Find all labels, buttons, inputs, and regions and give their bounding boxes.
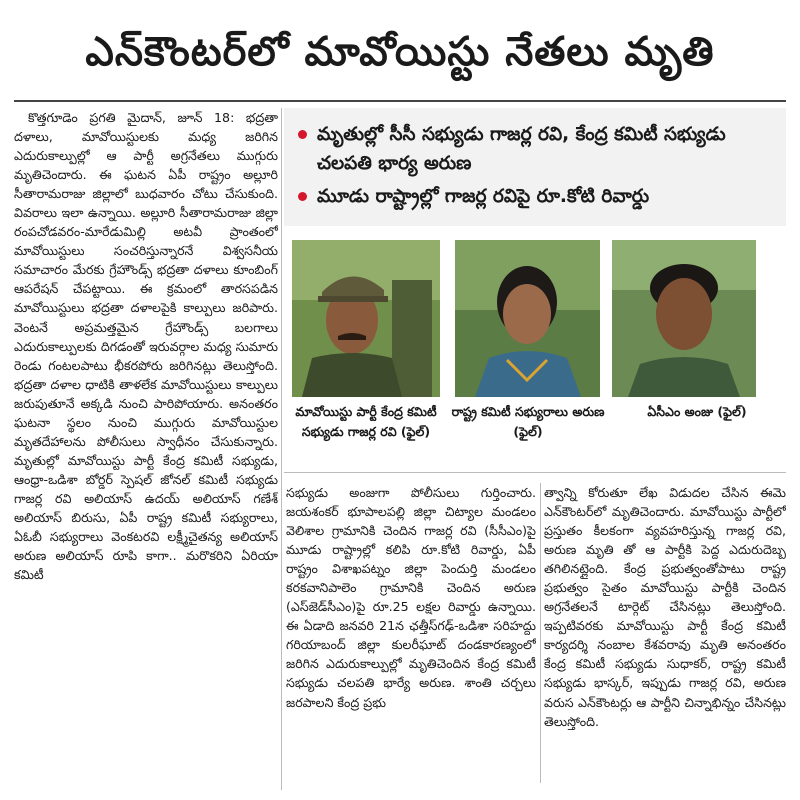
headline: ఎన్‌కౌంటర్‌లో మావోయిస్టు నేతలు మృతి [85, 29, 715, 75]
article-text-1: కొత్తగూడెం ప్రగతి మైదాన్, జూన్ 18: భద్రతా దళాలు, మావోయిస్టులకు మధ్య జరిగిన ఎదురుకాల్పుల్లో ఆ పార్టీ అగ్రనేతలు ముగ్గురు మృతిచెందారు. ఈ ఘటన ఏపీ రాష్ట్రం అల్లూరి సీతారామరాజు జిల్లాలో బుధవారం చోటు చేసుకుంది. వివరాలు ఇలా ఉన్నాయి. అల్లూరి సీతారామరాజు జిల్లా రంపచోడవరం-మారేడుమిల్లి అటవీ ప్రాంతంలో మావోయిస్టులు సంచరిస్తున్నారనే విశ్వసనీయ సమాచారం మేరకు గ్రేహౌండ్స్ భద్రతా దళాలు కూంబింగ్ ఆపరేషన్ చేపట్టాయి. ఈ క్రమంలో తారసపడిన మావోయిస్టులు భద్రతా దళాలపైకి కాల్పులు జరిపారు. వెంటనే అప్రమత్తమైన గ్రేహౌండ్స్ బలగాలు ఎదురుకాల్పులకు దిగడంతో ఇరువర్గాల మధ్య సుమారు రెండు గంటలపాటు భీకరపోరు జరిగినట్లు తెలుస్తోంది. భద్రతా దళాల ధాటికి తాళలేక మావోయిస్టులు కాల్పులు జరుపుతూనే అక్కడి నుంచి పారిపోయారు. అనంతరం ఘటనా స్థలం నుంచి ముగ్గురు మావోయిస్టుల మృతదేహాలను పోలీసులు స్వాధీనం చేసుకున్నారు. మృతుల్లో మావోయిస్టు పార్టీ కేంద్ర కమిటీ సభ్యుడు, ఆంధ్రా-ఒడిశా బోర్డర్ స్పెషల్ జోనల్ కమిటీ సభ్యుడు గాజర్ల రవి అలియాస్ ఉదయ్ అలియాస్ గణేశ్ అలియాస్ బిరుసు, ఏపీ రాష్ట్ర కమిటీ సభ్యురాలు, ఏఓబీ సభ్యురాలు వెంకటరవి లక్ష్మీచైతన్య అలియాస్ అరుణ అలియాస్ రూపి కాగా.. మరొకరిని ఏరియా కమిటీ [14, 110, 278, 583]
highlights-box [284, 108, 786, 226]
article-text-3: త్వాన్ని కోరుతూ లేఖ విడుదల చేసిన ఈమె ఎన్‌కౌంటర్‌లో మృతిచెందారు. మావోయిస్టు పార్టీలో ప్రస్తుతం కీలకంగా వ్యవహరిస్తున్న గాజర్ల రవి, అరుణ మృతి తో ఆ పార్టీకి పెద్ద ఎదురుదెబ్బ తగిలినట్లైంది. కేంద్ర ప్రభుత్వంతోపాటు రాష్ట్ర ప్రభుత్వం సైతం మావోయిస్టు పార్టీకి చెందిన అగ్రనేతలనే టార్గెట్ చేసినట్లు తెలుస్తోంది. ఇప్పటివరకు మావోయిస్టు పార్టీ కేంద్ర కమిటీ కార్యదర్శి నంబాల కేశవరావు మృతి అనంతరం కేంద్ర కమిటీ సభ్యుడు సుధాకర్, రాష్ట్ర కమిటీ సభ్యుడు భాస్కర్, ఇప్పుడు గాజర్ల రవి, అరుణ వరుస ఎన్‌కౌంటర్లు ఆ పార్టీని చిన్నాభిన్నం చేసినట్లు తెలుస్తోంది. [544, 485, 786, 729]
highlight-text: మూడు రాష్ట్రాల్లో గాజర్ల రవిపై రూ.కోటి రివార్డు [317, 186, 650, 207]
headline-rule [14, 100, 786, 102]
red-bullet-icon [298, 192, 307, 201]
highlight-text: మృతుల్లో సీసీ సభ్యుడు గాజర్ల రవి, కేంద్ర కమిటీ సభ్యుడు చలపతి భార్య అరుణ [317, 124, 726, 174]
photo-caption-1: మావోయిస్టు పార్టీ కేంద్ర కమిటీ సభ్యుడు గాజర్ల రవి (ఫైల్) [295, 404, 437, 439]
woman-portrait [455, 240, 600, 397]
article-column-1 [14, 108, 278, 790]
column-divider [540, 483, 541, 783]
article-column-3 [544, 483, 786, 783]
young-man-portrait [612, 240, 756, 397]
highlight-item [298, 182, 772, 211]
photo-caption-3: ఏసీఎం అంజు (ఫైల్) [647, 404, 747, 419]
photo-gajarla-ravi [292, 240, 440, 397]
photo-caption-2: రాష్ట్ర కమిటీ సభ్యురాలు అరుణ (ఫైల్) [451, 404, 605, 439]
photo-anju [612, 240, 756, 397]
article-text-2: సభ్యుడు అంజుగా పోలీసులు గుర్తించారు. జయశంకర్ భూపాలపల్లి జిల్లా చిట్యాల మండలం వెలిశాల గ్రామానికి చెందిన గాజర్ల రవి (సీసీఎం)పై మూడు రాష్ట్రాల్లో కలిపి రూ.కోటి రివార్డు, ఏపీ రాష్ట్రం విశాఖపట్నం జిల్లా పెందుర్తి మండలం కరకవానిపాలెం గ్రామానికి చెందిన అరుణ (ఎస్‌జెడ్‌సీఎం)పై రూ.25 లక్షల రివార్డు ఉన్నాయి. ఈ ఏడాది జనవరి 21న ఛత్తీస్‌గఢ్-ఒడిశా సరిహద్దు గరియాబంద్ జిల్లా కులరీఘాట్ దండకారణ్యంలో జరిగిన ఎదురుకాల్పుల్లో మృతిచెందిన కేంద్ర కమిటీ సభ్యుడు చలపతి భార్యే అరుణ. శాంతి చర్చలు జరపాలని కేంద్ర ప్రభు [286, 485, 536, 710]
red-bullet-icon [298, 130, 307, 139]
man-in-cap-portrait [292, 240, 440, 397]
photo-aruna [455, 240, 600, 397]
article-column-2 [286, 483, 536, 783]
column-divider [281, 108, 282, 790]
highlight-item [298, 120, 772, 178]
photo-section-rule [284, 472, 786, 473]
